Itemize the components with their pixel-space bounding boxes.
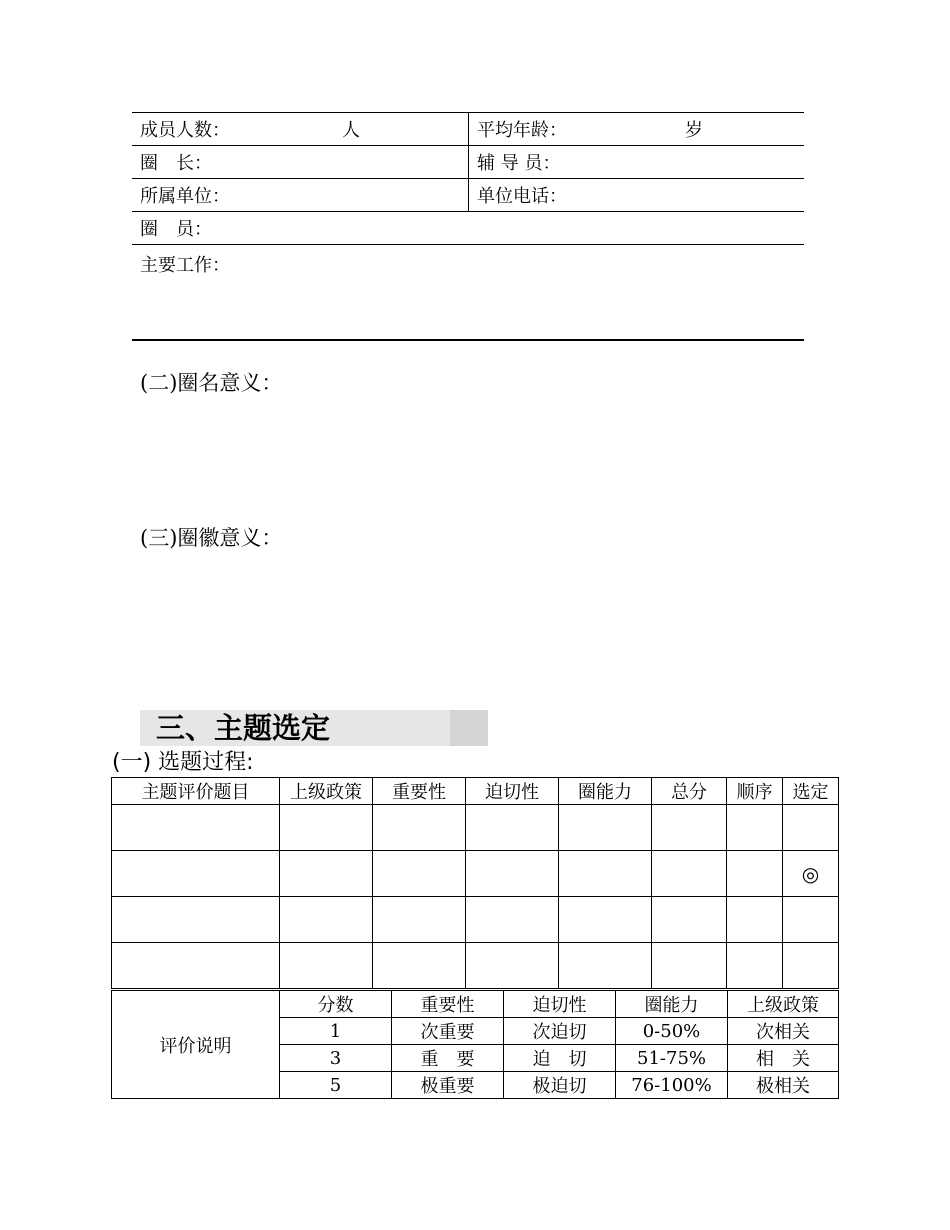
- legend-cell: 重 要: [392, 1045, 504, 1072]
- legend-cell: 极相关: [728, 1072, 839, 1099]
- cell-importance[interactable]: [373, 943, 466, 989]
- cell-selected[interactable]: [783, 943, 839, 989]
- table-row: [112, 805, 839, 851]
- table-row: [112, 943, 839, 989]
- legend-cell: 76-100%: [616, 1072, 728, 1099]
- unit-phone-label: 单位电话：: [477, 186, 567, 207]
- legend-cell: 极迫切: [504, 1072, 616, 1099]
- legend-cell: 次重要: [392, 1018, 504, 1045]
- cell-capability[interactable]: [559, 851, 652, 897]
- cell-policy[interactable]: [280, 805, 373, 851]
- cell-total[interactable]: [652, 897, 727, 943]
- members-cell: [132, 212, 804, 245]
- cell-order[interactable]: [727, 851, 783, 897]
- eval-header-row: [112, 778, 839, 805]
- cell-importance[interactable]: [373, 897, 466, 943]
- legend-cell: 51-75%: [616, 1045, 728, 1072]
- cell-urgency[interactable]: [466, 851, 559, 897]
- member-count-unit: 人: [342, 120, 360, 141]
- legend-header-score: 分数: [280, 991, 392, 1018]
- legend-cell: 1: [280, 1018, 392, 1045]
- legend-header-urgency: 迫切性: [504, 991, 616, 1018]
- col-header-total: 总分: [652, 778, 727, 805]
- cell-capability[interactable]: [559, 943, 652, 989]
- circle-name-meaning-heading: (二)圈名意义：: [140, 371, 283, 395]
- legend-cell: 迫 切: [504, 1045, 616, 1072]
- cell-topic[interactable]: [112, 805, 280, 851]
- cell-topic[interactable]: [112, 851, 280, 897]
- avg-age-label: 平均年龄：: [477, 120, 567, 141]
- col-header-capability: 圈能力: [559, 778, 652, 805]
- circle-info-table: [132, 112, 804, 341]
- avg-age-unit: 岁: [685, 120, 703, 141]
- col-header-policy: 上级政策: [280, 778, 373, 805]
- unit-phone-cell: [469, 179, 805, 212]
- avg-age-cell: [469, 113, 805, 146]
- legend-label: 评价说明: [112, 991, 280, 1099]
- cell-order[interactable]: [727, 897, 783, 943]
- cell-topic[interactable]: [112, 897, 280, 943]
- members-label: 圈 员：: [140, 219, 212, 240]
- selected-mark: ◎: [801, 861, 820, 886]
- legend-cell: 相 关: [728, 1045, 839, 1072]
- legend-header-policy: 上级政策: [728, 991, 839, 1018]
- cell-policy[interactable]: [280, 851, 373, 897]
- topic-evaluation-table: [111, 777, 839, 989]
- heading-block: [450, 710, 488, 746]
- advisor-cell: [469, 146, 805, 179]
- member-count-cell: [132, 113, 469, 146]
- legend-cell: 0-50%: [616, 1018, 728, 1045]
- cell-urgency[interactable]: [466, 943, 559, 989]
- cell-total[interactable]: [652, 943, 727, 989]
- cell-urgency[interactable]: [466, 897, 559, 943]
- cell-urgency[interactable]: [466, 805, 559, 851]
- cell-policy[interactable]: [280, 943, 373, 989]
- cell-importance[interactable]: [373, 805, 466, 851]
- col-header-selected: 选定: [783, 778, 839, 805]
- cell-capability[interactable]: [559, 897, 652, 943]
- cell-selected[interactable]: [783, 851, 839, 897]
- evaluation-legend-table: [111, 990, 839, 1099]
- cell-total[interactable]: [652, 851, 727, 897]
- advisor-label: 辅 导 员：: [477, 153, 561, 174]
- main-work-label: 主要工作：: [140, 255, 230, 276]
- cell-policy[interactable]: [280, 897, 373, 943]
- cell-selected[interactable]: [783, 805, 839, 851]
- leader-cell: [132, 146, 469, 179]
- leader-label: 圈 长：: [140, 153, 212, 174]
- legend-cell: 5: [280, 1072, 392, 1099]
- cell-selected[interactable]: [783, 897, 839, 943]
- legend-header-row: [112, 991, 839, 1018]
- col-header-order: 顺序: [727, 778, 783, 805]
- member-count-label: 成员人数：: [140, 120, 230, 141]
- legend-header-capability: 圈能力: [616, 991, 728, 1018]
- unit-cell: [132, 179, 469, 212]
- legend-header-importance: 重要性: [392, 991, 504, 1018]
- cell-topic[interactable]: [112, 943, 280, 989]
- circle-badge-meaning-heading: (三)圈徽意义：: [140, 526, 283, 550]
- unit-label: 所属单位：: [140, 186, 230, 207]
- legend-cell: 次迫切: [504, 1018, 616, 1045]
- section-subtitle: (一) 选题过程:: [112, 750, 254, 775]
- cell-capability[interactable]: [559, 805, 652, 851]
- section-title: 三、主题选定: [156, 711, 331, 745]
- table-row: [112, 897, 839, 943]
- col-header-urgency: 迫切性: [466, 778, 559, 805]
- legend-cell: 极重要: [392, 1072, 504, 1099]
- legend-cell: 3: [280, 1045, 392, 1072]
- col-header-topic: 主题评价题目: [112, 778, 280, 805]
- table-row: [112, 851, 839, 897]
- main-work-cell: [132, 245, 804, 341]
- col-header-importance: 重要性: [373, 778, 466, 805]
- cell-total[interactable]: [652, 805, 727, 851]
- cell-importance[interactable]: [373, 851, 466, 897]
- cell-order[interactable]: [727, 805, 783, 851]
- cell-order[interactable]: [727, 943, 783, 989]
- legend-cell: 次相关: [728, 1018, 839, 1045]
